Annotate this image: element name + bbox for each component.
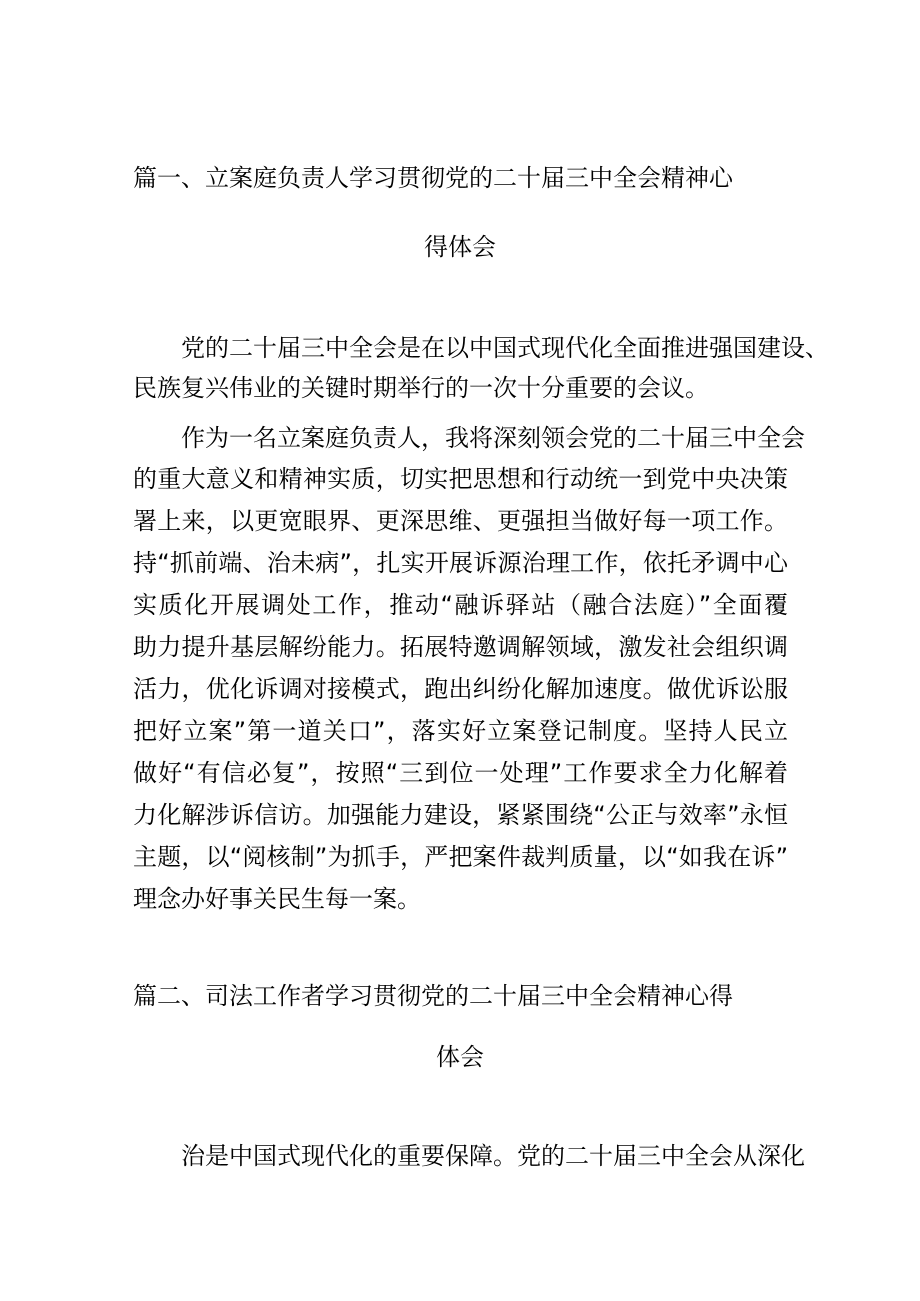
section-1-paragraph-2-line: 做好“有信必复”，按照“三到位一处理”工作要求全力化解着 [133, 759, 788, 787]
section-1-paragraph-2-line: 署上来，以更宽眼界、更深思维、更强担当做好每一项工作。 [133, 507, 788, 535]
section-1-paragraph-2-line: 力化解涉诉信访。加强能力建设，紧紧围绕“公正与效率”永恒 [133, 801, 788, 829]
section-1-paragraph-2-line: 实质化开展调处工作，推动“融诉驿站（融合法庭）”全面覆 [133, 591, 788, 619]
section-1-title-line-1: 篇一、立案庭负责人学习贯彻党的二十届三中全会精神心 [133, 164, 733, 192]
section-1-title-line-2: 得体会 [424, 233, 496, 261]
section-1-paragraph-2-line: 理念办好事关民生每一案。 [133, 885, 421, 913]
section-1-paragraph-1-line: 党的二十届三中全会是在以中国式现代化全面推进强国建设、 [181, 334, 829, 362]
section-1-paragraph-1-line: 民族复兴伟业的关键时期举行的一次十分重要的会议。 [133, 374, 709, 402]
section-1-paragraph-2-line: 把好立案”第一道关口”，落实好立案登记制度。坚持人民立 [133, 717, 788, 745]
section-1-paragraph-2-line: 作为一名立案庭负责人，我将深刻领会党的二十届三中全会 [181, 424, 805, 452]
section-1-paragraph-2-line: 的重大意义和精神实质，切实把思想和行动统一到党中央决策 [133, 465, 788, 493]
section-1-paragraph-2-line: 活力，优化诉调对接模式，跑出纠纷化解加速度。做优诉讼服 [133, 675, 788, 703]
section-1-paragraph-2-line: 助力提升基层解纷能力。拓展特邀调解领域，激发社会组织调 [133, 633, 788, 661]
section-2-title-line-1: 篇二、司法工作者学习贯彻党的二十届三中全会精神心得 [133, 982, 733, 1010]
section-2-paragraph-1-line: 治是中国式现代化的重要保障。党的二十届三中全会从深化 [181, 1142, 805, 1170]
section-1-paragraph-2-line: 主题，以“阅核制”为抓手，严把案件裁判质量，以“如我在诉” [133, 843, 788, 871]
section-1-paragraph-2-line: 持“抓前端、治未病”，扎实开展诉源治理工作，依托矛调中心 [133, 549, 788, 577]
section-2-title-line-2: 体会 [436, 1043, 484, 1071]
